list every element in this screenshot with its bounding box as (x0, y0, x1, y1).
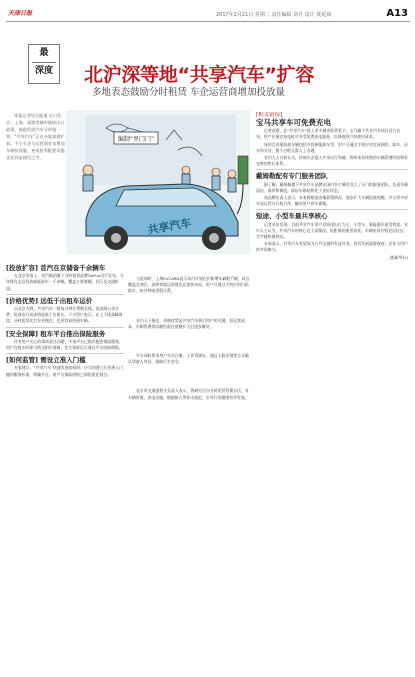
column-label (28, 44, 60, 84)
section-title: [安全保障] 租车平台推出保险服务 (6, 329, 106, 338)
cartoon-illustration (66, 110, 250, 254)
paragraph: 业内人士分析认为，传统车企进入共享出行领域，将带来更成熟的车辆管理经验和更完善的售后体系。 (256, 155, 408, 167)
lead-paragraph: 本报记者综合报道 近日北京、上海、深圳等城市陆续出台政策，鼓励发展汽车分时租赁，“共享汽车”正在多地加速扩容。不少车企与运营商宣布增加车辆投放量，充电桩等配套设施也在同步建设之中。 (6, 113, 65, 160)
section-price (6, 298, 124, 325)
section-title: [如何监管] 需设立准入门槛 (6, 356, 86, 365)
page-header (6, 8, 410, 22)
paragraph: 专家表示，共享汽车有望成为公共交通的有益补充，但其发展需要政府、企业与用户的共同参与。 (256, 241, 408, 253)
spacer (128, 331, 250, 353)
divider (6, 353, 124, 354)
divider (6, 294, 124, 295)
column-label-top: 最 (39, 48, 49, 58)
section-regulation (6, 357, 124, 378)
billboard-text: 编制“里门门” (117, 136, 155, 143)
section-title: [投放扩容] 首汽在京储备千余辆车 (6, 264, 106, 272)
sidebar-subtitle: 戴姆勒配有专门服务团队 (256, 172, 328, 181)
paragraph: 针对用户关心的事故责任问题，多家平台已推出配套保险服务，用户在租车时即可购买相应保障，发生事故后可通过平台协助理赔。 (6, 338, 123, 351)
page-number: A13 (386, 8, 408, 19)
byline: (据新华社) (389, 254, 408, 260)
paragraph: 记者采访发现，目前共享汽车用户以短途出行为主，小型车、新能源车最受欢迎。业内人士认为，共享汽车的核心在于高频次、短距离的使用场景，车辆布局应贴近居民区、写字楼和地铁站。 (256, 221, 408, 240)
paragraph: 以北京为例，共享汽车一般每分钟计费数毛钱，再加每公里计费，短途出行成本明显低于出租车。不少用户表示，在上下班高峰时段，分时租赁比打车更便宜，也更容易找到车辆。 (6, 306, 123, 324)
sidebar-column (256, 112, 408, 670)
divider (256, 169, 408, 170)
paragraph: 专家建议，“共享汽车”快速发展的同时，应尽快建立行业准入门槛和服务标准，明确平台、用户与保险机构之间的责任划分。 (6, 365, 124, 377)
headline: 北沪深等地“共享汽车”扩容 (84, 64, 315, 86)
paragraph: 与此同时，上海EVCARD表示年内计划在沪新增车辆数千辆，网点覆盖至郊区。深圳等地运营商也在加快布局，用户可通过手机应用扫码取车，按分钟或里程计费。 (128, 276, 250, 294)
spacer (128, 366, 250, 388)
subheadline: 多地表态鼓励分时租赁 车企运营商增加投放量 (92, 87, 286, 98)
car-side-text: 共享汽车 (146, 216, 193, 237)
paragraph: 据了解，戴姆勒旗下共享汽车品牌在国内多个城市设立了专门的服务团队，负责车辆清洁、保养和调度，保证车辆始终处于良好状态。 (256, 181, 408, 193)
paragraph: 该项目首批投放车辆包括多款新能源车型，用户可通过手机应用完成预约、取车、还车和支付，整个过程无需人工办理。 (256, 141, 408, 153)
spacer (128, 262, 250, 276)
paragraph: 记者获悉，在“共享汽车”进入更多城市的背景下，宝马旗下共享汽车项目近日宣布，用户在指定充电桩可享受免费充电服务，以降低用户的使用成本。 (256, 128, 401, 140)
sidebar-title: 宝马共享车可免费充电 (256, 118, 331, 128)
paragraph: 在北京市场上，首汽集团旗下分时租赁品牌GoFun出行宣布，今年将在北京投放新能源车一千余辆，覆盖主要商圈、社区及交通枢纽。 (6, 273, 124, 291)
main-column-left (6, 262, 124, 670)
sidebar-subtitle: 短途、小型车最共享核心 (256, 212, 328, 221)
paragraph: 该品牌负责人表示，未来将根据各地政策情况，逐步扩大车辆投放规模，并与更多停车场运营方开展合作，解决用户停车难题。 (256, 195, 408, 207)
section-title: [价格优势] 远低于出租车运价 (6, 296, 93, 305)
divider (6, 327, 124, 328)
section-distribution (6, 265, 124, 292)
newspaper-logo: 天津日报 (8, 10, 33, 17)
paragraph: 业内人士指出，价格优势是共享汽车吸引用户的关键，但运营成本、车辆管理等问题仍需在规模扩大后逐步解决。 (128, 317, 245, 329)
column-label-bottom: 深度 (34, 66, 53, 76)
spacer (128, 296, 250, 318)
section-safety (6, 331, 124, 352)
related-tag: [相关链接] (256, 112, 283, 118)
edition-info: 2017年2月21日 星期二 责任编辑 刘丹 设计 聂延璋 (216, 12, 332, 18)
paragraph: 北京市交通委相关负责人表示，将研究出台分时租赁管理办法，对车辆停放、充电设施、数据接入等作出规范，引导行业健康有序发展。 (128, 388, 249, 400)
paragraph: 平台同时要求用户实名注册、上传驾驶证，通过人脸识别等方式确认驾驶人身份，保障行车安全。 (128, 353, 249, 365)
car-sharing-cartoon (66, 110, 250, 254)
main-column-middle (128, 262, 250, 670)
divider (256, 209, 408, 210)
